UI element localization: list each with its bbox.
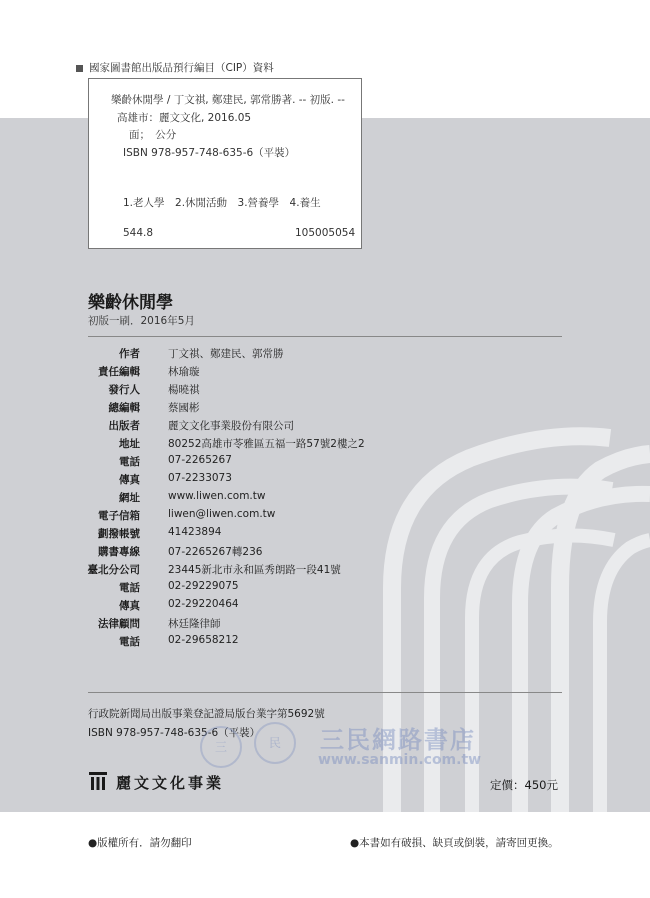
info-value: 23445新北市永和區秀朗路一段41號 <box>168 564 341 576</box>
info-value: 41423894 <box>168 526 222 538</box>
watermark-seal-right: 民 <box>254 722 296 764</box>
info-label: 總編輯 <box>108 402 140 414</box>
info-row <box>0 562 650 580</box>
info-row <box>0 490 650 508</box>
info-row <box>0 580 650 598</box>
info-label: 作者 <box>119 348 140 360</box>
info-value: 丁文祺、鄭建民、郭常勝 <box>168 348 284 360</box>
publisher-name: 麗文文化事業 <box>116 774 225 792</box>
info-label: 網址 <box>119 492 140 504</box>
registration-isbn: ISBN 978-957-748-635-6（平裝） <box>88 727 261 739</box>
registration-license: 行政院新聞局出版事業登記證局版台業字第5692號 <box>88 708 325 720</box>
info-row <box>0 598 650 616</box>
info-label: 劃撥帳號 <box>98 528 140 540</box>
store-watermark <box>200 718 520 778</box>
info-value: 楊曉祺 <box>168 384 200 396</box>
cip-header <box>76 60 274 75</box>
divider-top <box>88 336 562 337</box>
copyright-notice: ●版權所有．請勿翻印 <box>88 837 192 849</box>
info-value: 02-29658212 <box>168 634 239 646</box>
info-row <box>0 346 650 364</box>
watermark-url: www.sanmin.com.tw <box>318 752 482 768</box>
info-value: www.liwen.com.tw <box>168 490 266 502</box>
info-label: 傳真 <box>119 474 140 486</box>
info-value: 02-29229075 <box>168 580 239 592</box>
cip-line-publisher: 高雄市：麗文文化, 2016.05 <box>117 112 252 124</box>
info-row <box>0 508 650 526</box>
info-row <box>0 400 650 418</box>
info-row <box>0 616 650 634</box>
cip-line-title: 樂齡休閒學 / 丁文祺, 鄭建民, 郭常勝著. -- 初版. -- <box>111 94 345 106</box>
damage-notice: ●本書如有破損、缺頁或倒裝，請寄回更換。 <box>350 837 559 849</box>
cip-line-isbn: ISBN 978-957-748-635-6（平裝） <box>123 147 296 159</box>
square-bullet-icon <box>76 65 83 72</box>
cip-header-text: 國家圖書館出版品預行編目（CIP）資料 <box>89 62 274 74</box>
cip-line-pages: 面； 公分 <box>129 129 177 141</box>
info-value: 80252高雄市苓雅區五福一路57號2樓之2 <box>168 438 365 450</box>
info-label: 傳真 <box>119 600 140 612</box>
info-row <box>0 364 650 382</box>
price: 定價：450元 <box>490 778 558 792</box>
publisher-logo-icon <box>88 771 108 791</box>
info-row <box>0 544 650 562</box>
cip-subjects: 1.老人學 2.休閒活動 3.營養學 4.養生 <box>123 197 321 209</box>
info-row <box>0 436 650 454</box>
info-value: 蔡國彬 <box>168 402 200 414</box>
info-label: 法律顧問 <box>98 618 140 630</box>
book-edition: 初版一刷．2016年5月 <box>88 315 195 327</box>
info-label: 臺北分公司 <box>87 564 140 576</box>
info-row <box>0 526 650 544</box>
book-title: 樂齡休閒學 <box>88 293 173 313</box>
info-value: 林廷隆律師 <box>168 618 221 630</box>
info-value: 07-2265267 <box>168 454 232 466</box>
info-label: 電話 <box>119 636 140 648</box>
cip-record-number: 105005054 <box>295 227 356 239</box>
watermark-seal-left: 三 <box>200 726 242 768</box>
info-row <box>0 472 650 490</box>
info-label: 購書專線 <box>98 546 140 558</box>
info-row <box>0 454 650 472</box>
info-label: 責任編輯 <box>98 366 140 378</box>
watermark-store-name: 三民網路書店 <box>320 726 476 754</box>
info-label: 電話 <box>119 582 140 594</box>
info-label: 出版者 <box>108 420 140 432</box>
info-label: 地址 <box>119 438 140 450</box>
info-label: 電話 <box>119 456 140 468</box>
info-value: liwen@liwen.com.tw <box>168 508 276 520</box>
info-value: 07-2265267轉236 <box>168 546 263 558</box>
info-row <box>0 634 650 652</box>
info-value: 02-29220464 <box>168 598 239 610</box>
info-row <box>0 418 650 436</box>
divider-bottom <box>88 692 562 693</box>
info-value: 麗文文化事業股份有限公司 <box>168 420 294 432</box>
cip-box <box>88 78 362 249</box>
info-row <box>0 382 650 400</box>
info-value: 林瑜璇 <box>168 366 200 378</box>
cip-classification: 544.8 <box>123 227 154 239</box>
info-value: 07-2233073 <box>168 472 232 484</box>
info-label: 發行人 <box>108 384 140 396</box>
info-label: 電子信箱 <box>98 510 140 522</box>
